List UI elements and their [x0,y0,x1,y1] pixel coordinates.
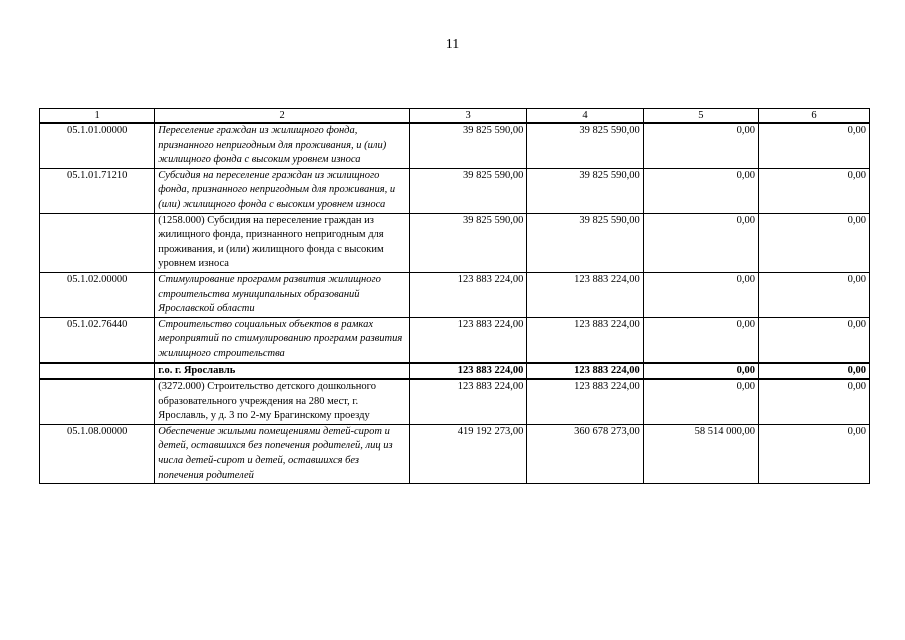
header-cell: 4 [527,109,643,124]
row-col5: 58 514 000,00 [643,424,758,483]
row-col6: 0,00 [759,272,870,317]
row-col4: 123 883 224,00 [527,363,643,380]
row-col4: 39 825 590,00 [527,213,643,272]
row-name: Обеспечение жилыми помещениями детей-сирот и детей, оставшихся без попечения родителей, лиц из числа детей-сирот и детей, оставшихся без попечения родителей [155,424,410,483]
table-row [40,317,870,362]
row-col6: 0,00 [759,424,870,483]
table-row [40,123,870,168]
row-name: (3272.000) Строительство детского дошкольного образовательного учреждения на 280 мест, г. Ярославль, у д. 3 по 2-му Брагинскому проезду [155,379,410,424]
table-row [40,379,870,424]
row-col3: 39 825 590,00 [409,213,526,272]
row-name: Субсидия на переселение граждан из жилищного фонда, признанного непригодным для проживания, и (или) жилищного фонда с высоким уровнем износа [155,168,410,213]
row-code: 05.1.01.00000 [40,123,155,168]
row-name: Переселение граждан из жилищного фонда, признанного непригодным для проживания, и (или) жилищного фонда с высоким уровнем износа [155,123,410,168]
row-code: 05.1.08.00000 [40,424,155,483]
table-row [40,168,870,213]
row-code: 05.1.02.00000 [40,272,155,317]
row-col5: 0,00 [643,123,758,168]
row-col3: 419 192 273,00 [409,424,526,483]
row-name: г.о. г. Ярославль [155,363,410,380]
row-col3: 123 883 224,00 [409,272,526,317]
row-name: Стимулирование программ развития жилищного строительства муниципальных образований Ярославской области [155,272,410,317]
row-col4: 360 678 273,00 [527,424,643,483]
row-code: 05.1.02.76440 [40,317,155,362]
row-col4: 39 825 590,00 [527,168,643,213]
row-col4: 39 825 590,00 [527,123,643,168]
row-col5: 0,00 [643,363,758,380]
row-col5: 0,00 [643,213,758,272]
table-row [40,213,870,272]
row-col3: 123 883 224,00 [409,317,526,362]
page-number: 11 [445,37,460,52]
row-col5: 0,00 [643,317,758,362]
table-row-subtotal [40,363,870,380]
header-cell: 6 [759,109,870,124]
row-code: 05.1.01.71210 [40,168,155,213]
header-cell: 1 [40,109,155,124]
row-col6: 0,00 [759,379,870,424]
row-col3: 123 883 224,00 [409,363,526,380]
row-col3: 39 825 590,00 [409,123,526,168]
row-col4: 123 883 224,00 [527,379,643,424]
row-col6: 0,00 [759,123,870,168]
header-cell: 3 [409,109,526,124]
row-col4: 123 883 224,00 [527,317,643,362]
row-col5: 0,00 [643,272,758,317]
row-col6: 0,00 [759,363,870,380]
budget-table [39,108,870,484]
row-col5: 0,00 [643,379,758,424]
row-code [40,363,155,380]
table-header-row [40,109,870,124]
table-row [40,424,870,483]
row-name: (1258.000) Субсидия на переселение граждан из жилищного фонда, признанного непригодным для проживания, и (или) жилищного фонда с высоким уровнем износа [155,213,410,272]
row-name: Строительство социальных объектов в рамках мероприятий по стимулированию программ развития жилищного строительства [155,317,410,362]
row-col5: 0,00 [643,168,758,213]
row-col6: 0,00 [759,317,870,362]
row-col6: 0,00 [759,168,870,213]
row-col4: 123 883 224,00 [527,272,643,317]
row-code [40,379,155,424]
row-col3: 123 883 224,00 [409,379,526,424]
row-col3: 39 825 590,00 [409,168,526,213]
row-col6: 0,00 [759,213,870,272]
table-row [40,272,870,317]
row-code [40,213,155,272]
header-cell: 2 [155,109,410,124]
header-cell: 5 [643,109,758,124]
